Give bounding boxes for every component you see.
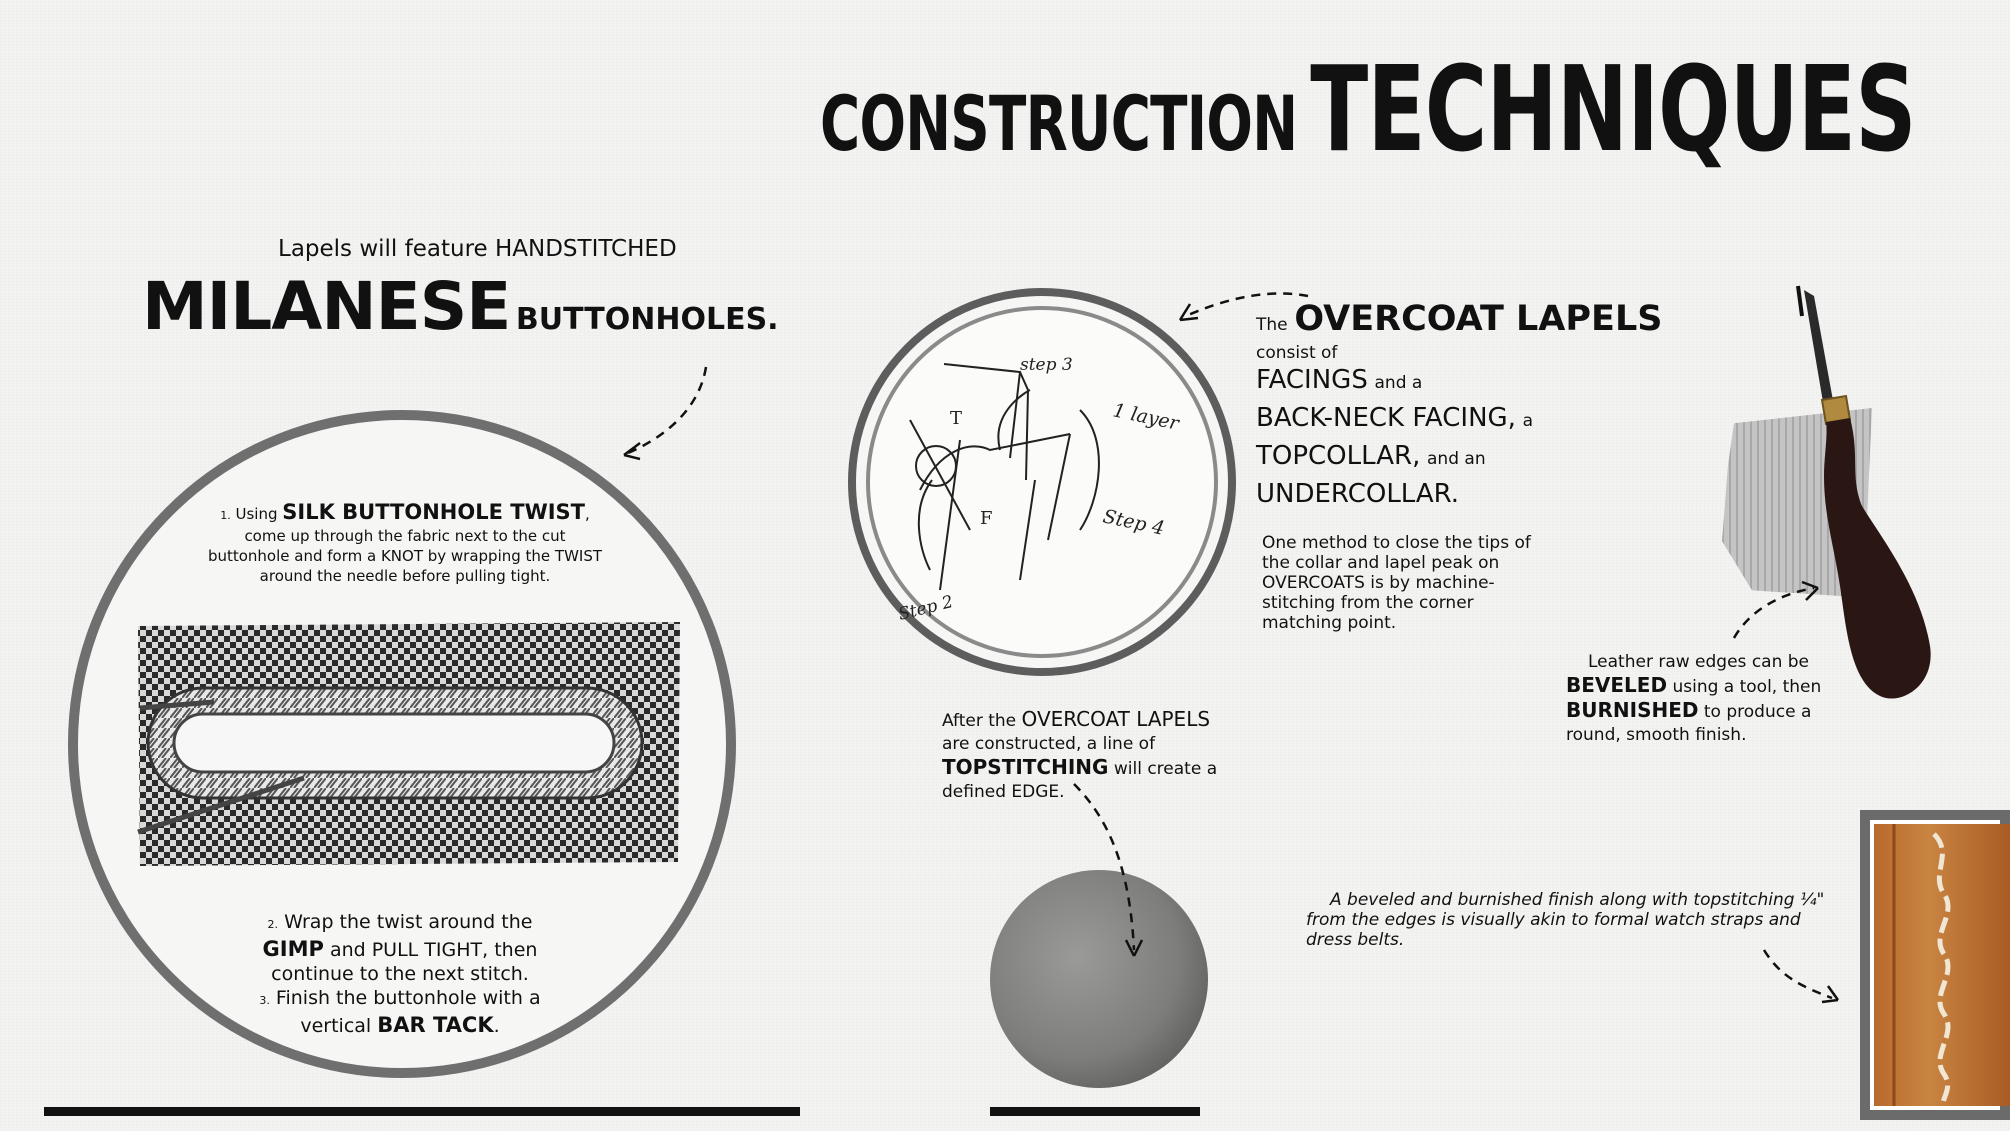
topstitching-label: TOPSTITCHING bbox=[942, 755, 1109, 779]
edge-beveler-tool-illustration bbox=[1780, 286, 1960, 706]
sketch-label-step2: Step 2 bbox=[896, 591, 956, 625]
title-construction: CONSTRUCTION bbox=[820, 79, 1298, 168]
step-3-line: 3. Finish the buttonhole with a vertical BAR TACK. bbox=[259, 987, 541, 1037]
page-title bbox=[820, 40, 1916, 178]
bottom-divider-mid bbox=[990, 1107, 1200, 1116]
arrow-icon bbox=[1730, 580, 1820, 640]
lapel-sketch-illustration bbox=[880, 330, 1210, 640]
bar-tack-label: BAR TACK bbox=[377, 1013, 494, 1037]
stitching-illustration bbox=[1874, 824, 2010, 1106]
sketch-label-t: T bbox=[950, 408, 963, 429]
topstitching-text: After the OVERCOAT LAPELS are constructed, a line of TOPSTITCHING will create a defined EDGE. bbox=[942, 707, 1218, 802]
buttonhole-fabric-illustration bbox=[134, 618, 684, 870]
milanese-small: BUTTONHOLES. bbox=[515, 302, 779, 337]
silk-twist-label: SILK BUTTONHOLE TWIST bbox=[282, 500, 586, 524]
arrow-icon bbox=[620, 365, 720, 465]
leather-edges-text: Leather raw edges can be BEVELED using a tool, then BURNISHED to produce a round, smooth finish. bbox=[1566, 652, 1822, 745]
method-text: One method to close the tips of the collar and lapel peak on OVERCOATS is by machine-stitching from the corner matching point. bbox=[1262, 533, 1531, 633]
step-2-line: 2. Wrap the twist around the bbox=[267, 911, 533, 933]
sketch-label-step4: Step 4 bbox=[1100, 505, 1167, 540]
burnished-label: BURNISHED bbox=[1566, 698, 1699, 722]
milanese-heading bbox=[142, 268, 779, 345]
beveled-finish-text: A beveled and burnished finish along with topstitching ¼" from the edges is visually akin to formal watch straps and dress belts. bbox=[1306, 890, 1825, 950]
milanese-intro: Lapels will feature HANDSTITCHED bbox=[278, 236, 677, 262]
overcoat-lapels-heading: OVERCOAT LAPELS bbox=[1294, 299, 1663, 339]
gimp-label: GIMP bbox=[262, 937, 324, 961]
sketch-label-f: F bbox=[980, 508, 993, 529]
sketch-label-step3: step 3 bbox=[1020, 355, 1073, 375]
bottom-divider-left bbox=[44, 1107, 800, 1116]
arrow-icon bbox=[1760, 946, 1840, 1006]
arrow-icon bbox=[1070, 780, 1150, 960]
overcoat-lapels-text: The OVERCOAT LAPELS consist of FACINGS and a BACK-NECK FACING, a TOPCOLLAR, and an UNDERCOLLAR. bbox=[1256, 299, 1663, 509]
sketch-label-layer: 1 layer bbox=[1110, 399, 1181, 435]
step-1-text: 1. Using SILK BUTTONHOLE TWIST, come up through the fabric next to the cut buttonhole and form a KNOT by wrapping the TWIST around the needle before pulling tight. bbox=[207, 500, 603, 585]
beveled-label: BEVELED bbox=[1566, 673, 1668, 697]
title-techniques: TECHNIQUES bbox=[1310, 40, 1916, 178]
milanese-big: MILANESE bbox=[142, 268, 511, 345]
step-2-3-text: 2. Wrap the twist around the GIMP and PULL TIGHT, then continue to the next stitch. 3. Finish the buttonhole with a vertical BAR TACK. bbox=[225, 910, 575, 1038]
